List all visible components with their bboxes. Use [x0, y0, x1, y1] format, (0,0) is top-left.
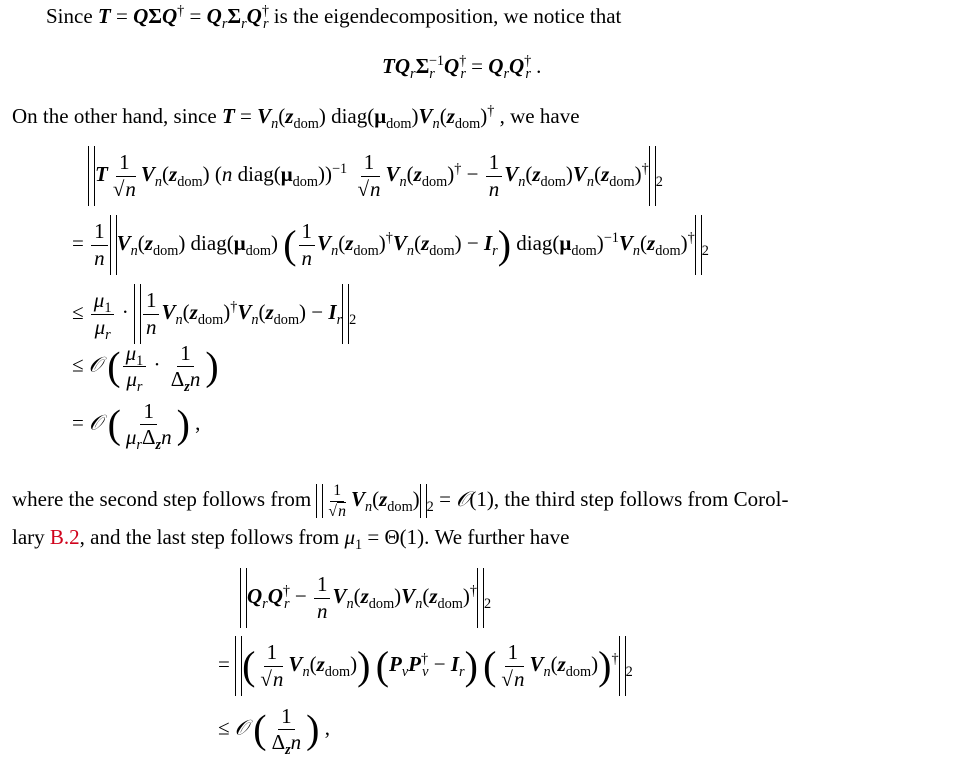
derivation2-row-1: $Q_rQ^\dagger_r$ − $\frac{1}{n}$ $V_n(z_{dom})V_n(z_{dom})^\dagger_2$: [240, 568, 491, 628]
display-equation-1: $TQ_r\Sigma_r^{-1}Q^\dagger_r = Q_rQ^\dagger_r$ .: [382, 53, 542, 83]
text-we-have: , we have: [499, 104, 580, 128]
ref-corollary-b2[interactable]: B.2: [49, 525, 80, 549]
derivation-row-1: T $\frac{1}{√n}$ $V_n(z_{dom})$ (n $diag(\mu_{dom}))^{-1}$ $\frac{1}{√n}$ $V_n(z_{dom})^\dagger$ − $\frac{1}{n}$ $V_n(z_{dom})V_n(z_{dom})^\dagger_2$: [88, 146, 663, 206]
text-last-step: , and the last step follows from: [79, 525, 345, 549]
math-norm-bound: $\frac{1}{√n}$ $V_n(z_{dom}) _2$ = 𝒪(1): [316, 487, 493, 511]
text-eigendecomposition-note: is the eigendecomposition, we notice that: [273, 4, 622, 28]
math-T-decomposition: $T = V_n(z_{dom})$ $diag(\mu_{dom})V_n(z_{dom})^\dagger$: [221, 103, 495, 133]
derivation2-row-3: ≤ 𝒪 ( $\frac{1}{\Delta_zn}$ ) ,: [218, 704, 330, 759]
text-lary: lary: [12, 525, 50, 549]
text-further-have: . We further have: [424, 525, 570, 549]
derivation-row-5: = 𝒪 ( $\frac{1}{\mu_r\Delta_zn}$ ) ,: [72, 399, 201, 454]
derivation-row-2: = $\frac{1}{n}$ $V_n(z_{dom})$ $diag(\mu_{dom})$ ( $\frac{1}{n}$ $V_n(z_{dom})^\dagger V_n(z_{dom}) - I_r$) $diag(\mu_{dom})^{-1}V_n(z_{dom})^\dagger_2$: [72, 215, 709, 275]
paragraph-line-2: [12, 103, 580, 133]
text-third-step: , the third step follows from Corol-: [493, 487, 789, 511]
paragraph-line-1: [46, 3, 622, 33]
derivation-row-3: ≤ $\frac{\mu_1}{\mu_r}$ · $\frac{1}{n}$ $V_n(z_{dom})^\dagger V_n(z_{dom}) - I_r$ $_2$: [72, 284, 356, 344]
paragraph-where: [12, 482, 964, 554]
math-mu1-theta: $\mu_1 = \Theta(1)$: [344, 525, 425, 554]
text-where-second-step: where the second step follows from: [12, 487, 317, 511]
text-other-hand: On the other hand, since: [12, 104, 222, 128]
math-eigendecomposition: $T = Q\Sigma Q^\dagger = Q_r\Sigma_rQ^\dagger_r$: [97, 3, 269, 33]
derivation2-row-2: = ( $\frac{1}{√n}$ $V_n(z_{dom})$) $(P_vP^\dagger_v - I_r)$ ( $\frac{1}{√n}$ $V_n(z_{dom}))^\dagger_2$: [218, 636, 633, 696]
text-since: Since: [46, 4, 98, 28]
derivation-row-4: ≤ 𝒪 ( $\frac{\mu_1}{\mu_r}$ · $\frac{1}{\Delta_zn}$ ): [72, 341, 219, 396]
